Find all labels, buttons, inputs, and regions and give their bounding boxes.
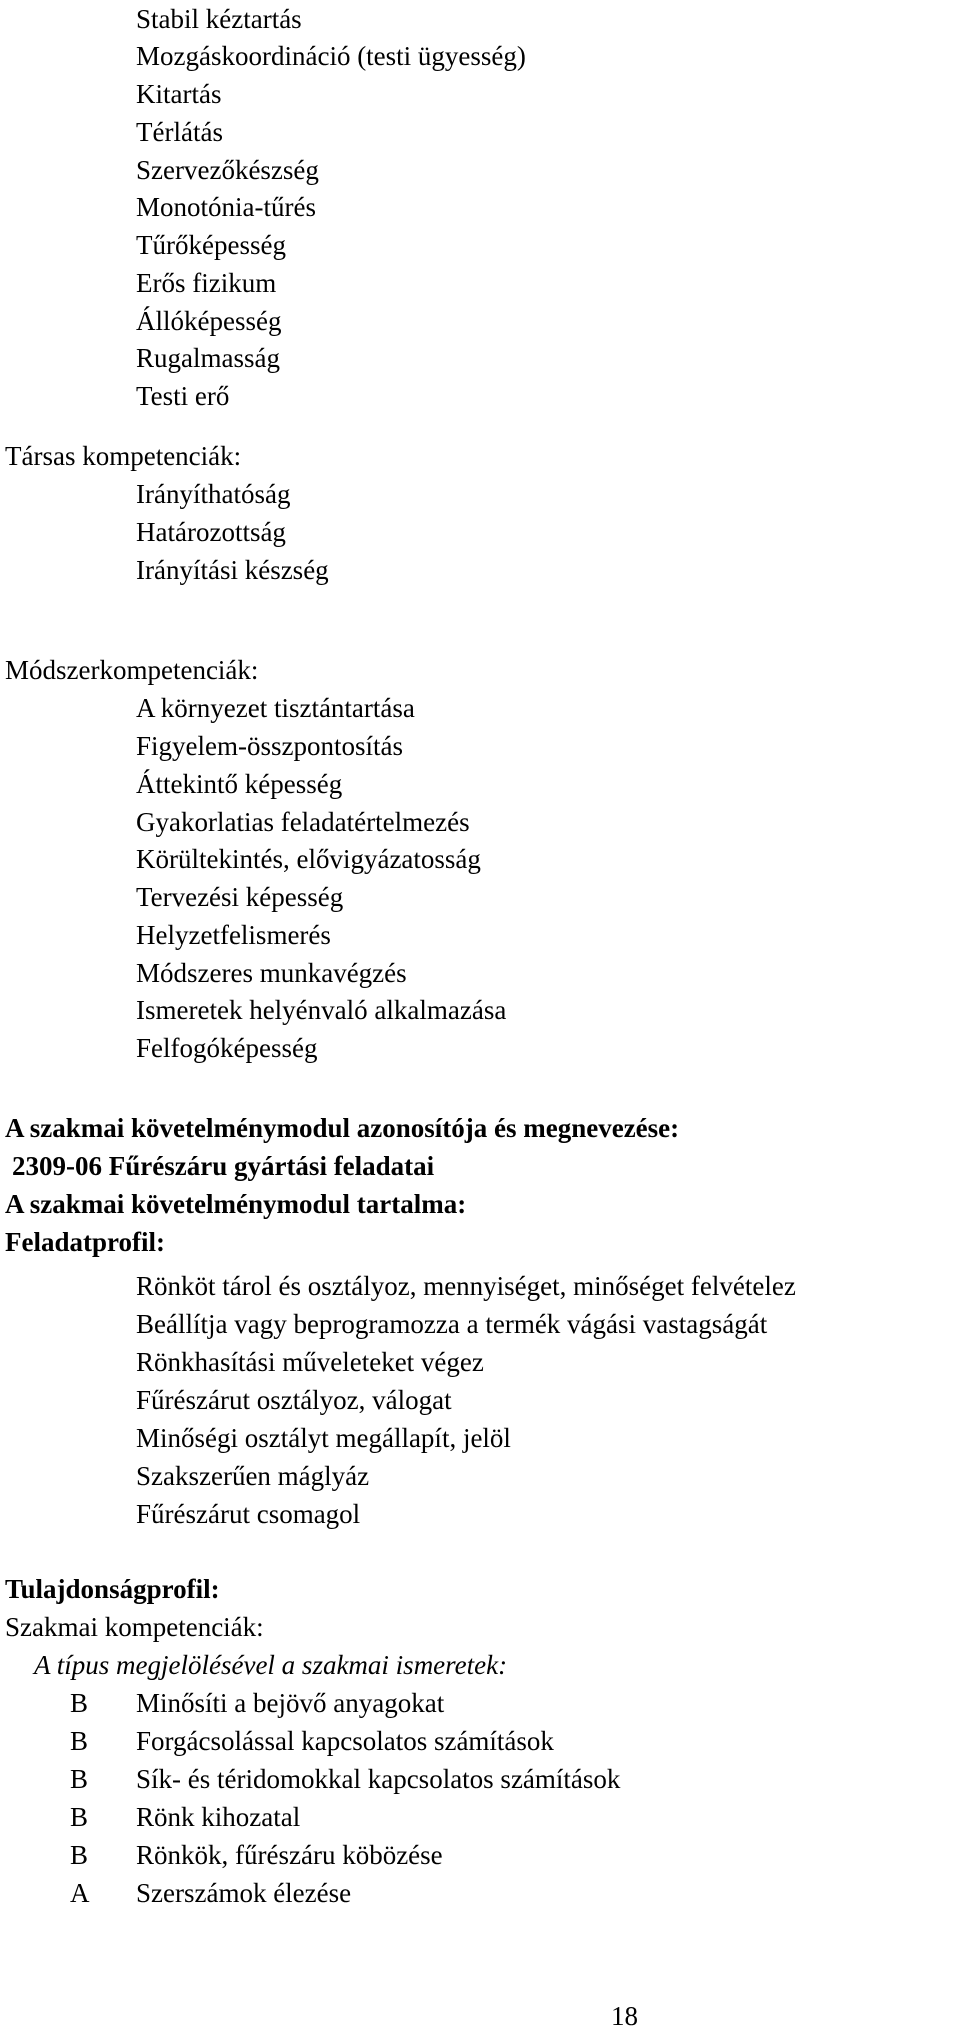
list-item: Határozottság [136, 517, 286, 547]
list-item: Ismeretek helyénvaló alkalmazása [136, 995, 507, 1025]
list-item: Minőségi osztályt megállapít, jelöl [136, 1423, 511, 1453]
list-item: Gyakorlatias feladatértelmezés [136, 807, 470, 837]
list-item: Tervezési képesség [136, 882, 344, 912]
type-code: B [70, 1840, 89, 1870]
list-item: Szervezőkészség [136, 155, 319, 185]
type-code: B [70, 1764, 89, 1794]
list-item: Figyelem-összpontosítás [136, 731, 403, 761]
social-competencies-heading: Társas kompetenciák: [5, 441, 242, 471]
list-item: Rugalmasság [136, 343, 280, 373]
module-id-heading: A szakmai követelménymodul azonosítója és megnevezése: [5, 1113, 680, 1143]
knowledge-item: Szerszámok élezése [136, 1878, 352, 1908]
list-item: Állóképesség [136, 306, 282, 336]
list-item: Irányítási készség [136, 555, 329, 585]
list-item: Stabil kéztartás [136, 4, 302, 34]
list-item: Szakszerűen máglyáz [136, 1461, 370, 1491]
module-content-heading: A szakmai követelménymodul tartalma: [5, 1189, 467, 1219]
task-profile-heading: Feladatprofil: [5, 1227, 165, 1257]
knowledge-item: Forgácsolással kapcsolatos számítások [136, 1726, 554, 1756]
list-item: Rönköt tárol és osztályoz, mennyiséget, minőséget felvételez [136, 1271, 796, 1301]
list-item: Rönkhasítási műveleteket végez [136, 1347, 484, 1377]
type-code: B [70, 1802, 89, 1832]
module-id-line: 2309-06 Fűrészáru gyártási feladatai [12, 1151, 435, 1181]
list-item: Erős fizikum [136, 268, 277, 298]
list-item: Tűrőképesség [136, 230, 286, 260]
list-item: Körültekintés, elővigyázatosság [136, 844, 481, 874]
type-code: B [70, 1688, 89, 1718]
type-code: B [70, 1726, 89, 1756]
knowledge-item: Rönkök, fűrészáru köbözése [136, 1840, 443, 1870]
list-item: Helyzetfelismerés [136, 920, 331, 950]
property-profile-heading: Tulajdonságprofil: [5, 1574, 220, 1604]
list-item: Módszeres munkavégzés [136, 958, 407, 988]
list-item: Kitartás [136, 79, 222, 109]
knowledge-item: Minősíti a bejövő anyagokat [136, 1688, 445, 1718]
knowledge-item: Rönk kihozatal [136, 1802, 301, 1832]
page-number: 18 [611, 2001, 638, 2031]
type-code: A [70, 1878, 90, 1908]
list-item: Mozgáskoordináció (testi ügyesség) [136, 41, 526, 71]
list-item: Irányíthatóság [136, 479, 291, 509]
method-competencies-heading: Módszerkompetenciák: [5, 655, 259, 685]
list-item: A környezet tisztántartása [136, 693, 415, 723]
list-item: Felfogóképesség [136, 1033, 318, 1063]
list-item: Testi erő [136, 381, 230, 411]
list-item: Fűrészárut csomagol [136, 1499, 361, 1529]
list-item: Beállítja vagy beprogramozza a termék vágási vastagságát [136, 1309, 768, 1339]
list-item: Fűrészárut osztályoz, válogat [136, 1385, 452, 1415]
type-knowledge-heading: A típus megjelölésével a szakmai ismeretek: [34, 1650, 508, 1680]
list-item: Monotónia-tűrés [136, 192, 316, 222]
list-item: Térlátás [136, 117, 223, 147]
knowledge-item: Sík- és téridomokkal kapcsolatos számítások [136, 1764, 621, 1794]
professional-competencies-heading: Szakmai kompetenciák: [5, 1612, 264, 1642]
list-item: Áttekintő képesség [136, 769, 343, 799]
